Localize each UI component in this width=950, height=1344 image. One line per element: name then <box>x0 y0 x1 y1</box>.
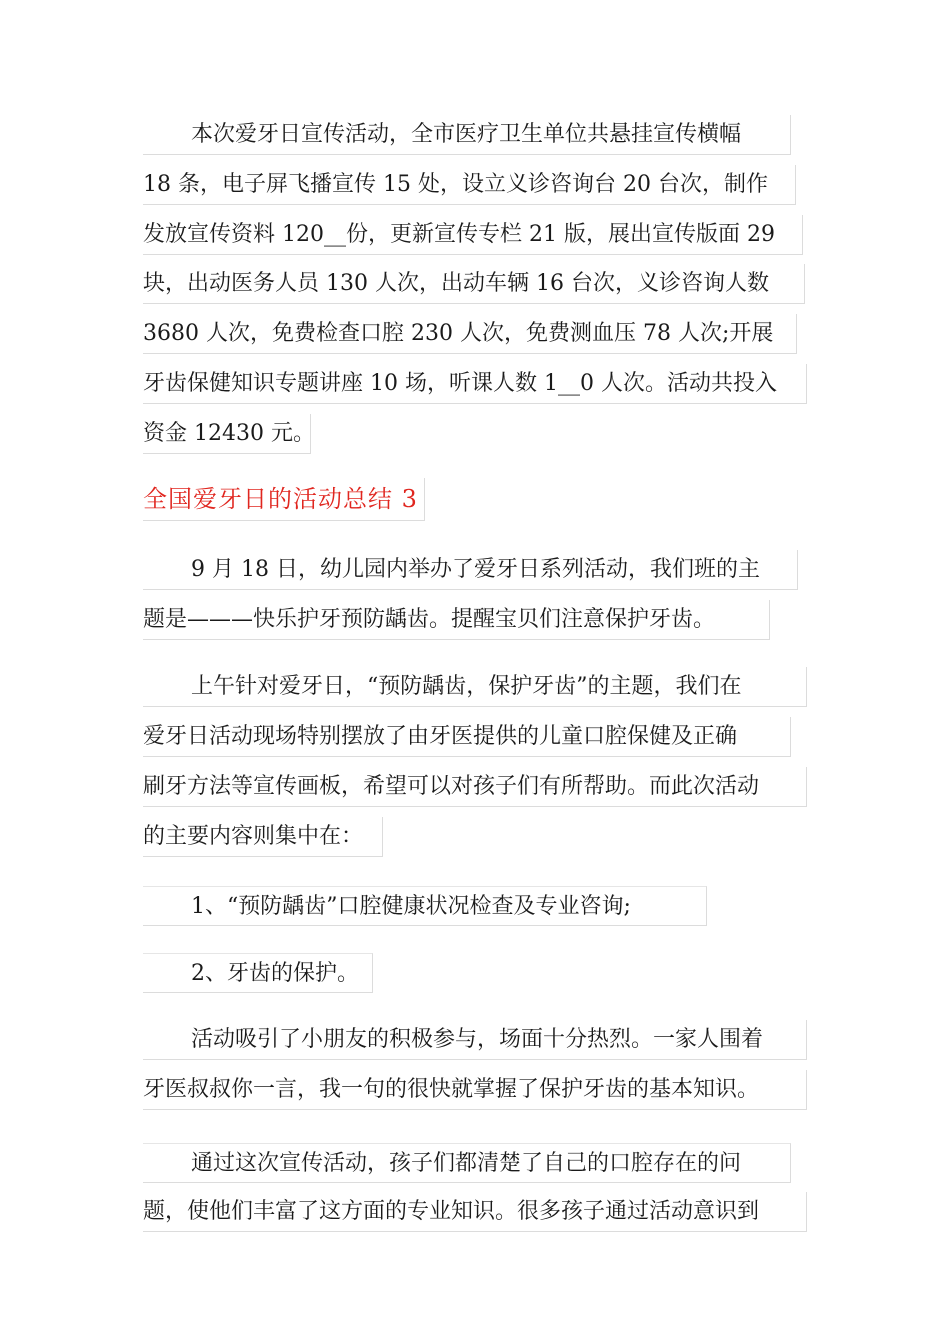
paragraph-4-line-2: 牙医叔叔你一言，我一句的很快就掌握了保护牙齿的基本知识。 <box>143 1070 807 1110</box>
paragraph-1-line-4: 块，出动医务人员 130 人次，出动车辆 16 台次，义诊咨询人数 <box>143 264 805 304</box>
paragraph-3-line-1: 上午针对爱牙日，“预防龋齿，保护牙齿”的主题，我们在 <box>143 667 807 707</box>
paragraph-5-line-1: 通过这次宣传活动，孩子们都清楚了自己的口腔存在的问 <box>143 1143 791 1183</box>
section-heading: 全国爱牙日的活动总结 3 <box>143 478 425 521</box>
paragraph-5-line-2: 题，使他们丰富了这方面的专业知识。很多孩子通过活动意识到 <box>143 1192 807 1232</box>
paragraph-4-line-1: 活动吸引了小朋友的积极参与，场面十分热烈。一家人围着 <box>143 1020 807 1060</box>
paragraph-3-line-3: 刷牙方法等宣传画板，希望可以对孩子们有所帮助。而此次活动 <box>143 767 807 807</box>
paragraph-2-line-1: 9 月 18 日，幼儿园内举办了爱牙日系列活动，我们班的主 <box>143 550 798 590</box>
paragraph-1-line-5: 3680 人次，免费检查口腔 230 人次，免费测血压 78 人次;开展 <box>143 314 797 354</box>
paragraph-1-line-7: 资金 12430 元。 <box>143 414 311 454</box>
paragraph-1-line-3: 发放宣传资料 120__份，更新宣传专栏 21 版，展出宣传版面 29 <box>143 215 803 255</box>
list-item-2: 2、牙齿的保护。 <box>143 953 373 993</box>
list-item-1: 1、“预防龋齿”口腔健康状况检查及专业咨询; <box>143 886 707 926</box>
paragraph-2-line-2: 题是———快乐护牙预防龋齿。提醒宝贝们注意保护牙齿。 <box>143 600 770 640</box>
paragraph-1-line-6: 牙齿保健知识专题讲座 10 场，听课人数 1__0 人次。活动共投入 <box>143 364 807 404</box>
paragraph-3-line-4: 的主要内容则集中在： <box>143 817 383 857</box>
paragraph-3-line-2: 爱牙日活动现场特别摆放了由牙医提供的儿童口腔保健及正确 <box>143 717 791 757</box>
paragraph-1-line-1: 本次爱牙日宣传活动，全市医疗卫生单位共悬挂宣传横幅 <box>143 115 791 155</box>
paragraph-1-line-2: 18 条，电子屏飞播宣传 15 处，设立义诊咨询台 20 台次，制作 <box>143 165 796 205</box>
